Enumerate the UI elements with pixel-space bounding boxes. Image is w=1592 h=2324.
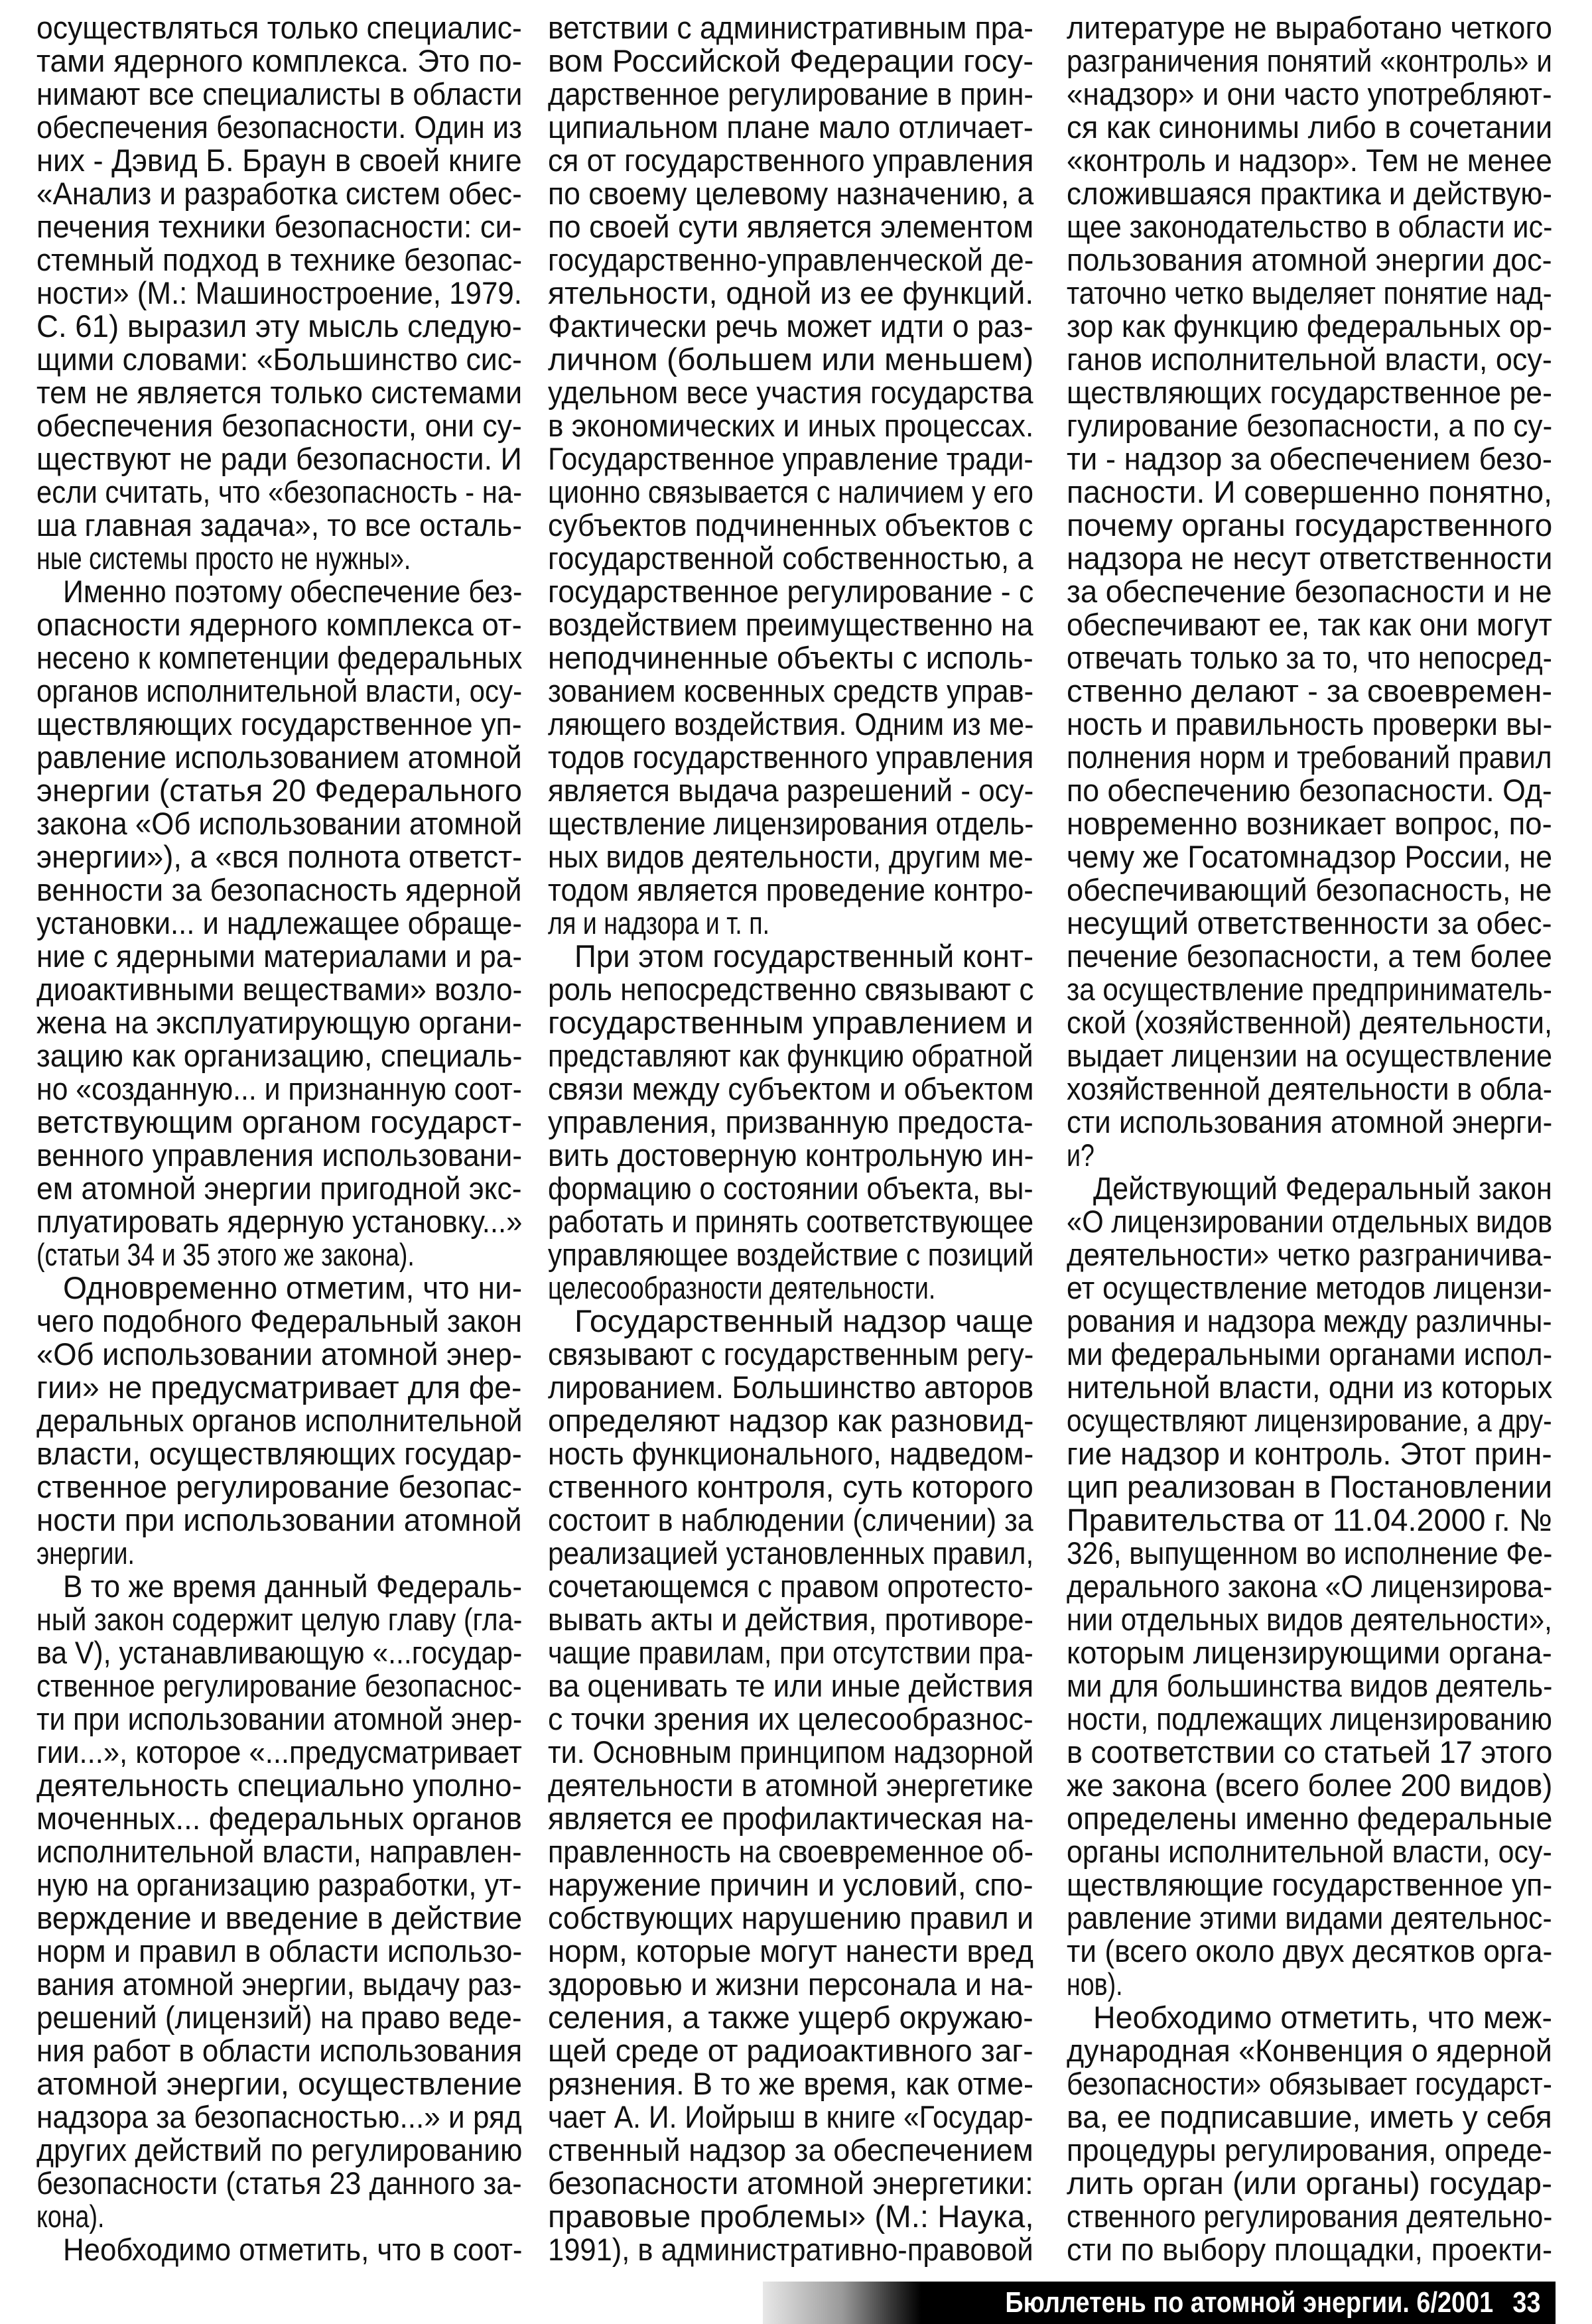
text-line: правовые проблемы» (М.: Наука, (548, 2199, 1034, 2234)
text-column-1 (36, 11, 522, 2266)
text-line: Фактически речь может идти о раз- (548, 308, 1033, 344)
text-line: деральных органов исполнительной (36, 1403, 523, 1438)
text-line: ности при использовании атомной (36, 1502, 522, 1537)
text-line: стемный подход в технике безопас- (36, 242, 523, 277)
text-line: является выдача разрешений - осу- (548, 773, 1034, 808)
text-line: ти при использовании атомной энер- (36, 1701, 523, 1736)
text-line: установки... и надлежащее обраще- (36, 905, 522, 940)
text-line: в экономических и иных процессах. (548, 408, 1034, 443)
text-line: печения техники безопасности: си- (36, 209, 522, 244)
text-line: ный закон содержит целую главу (гла- (36, 1602, 523, 1637)
text-line: ственно делают - за своевремен- (1067, 673, 1553, 708)
text-line: тем не является только системами (36, 375, 523, 410)
text-line: по обеспечению безопасности. Од- (1067, 773, 1552, 808)
text-line: рязнения. В то же время, как отме- (548, 2066, 1033, 2101)
text-line: венности за безопасность ядерной (36, 872, 522, 907)
text-line: ми федеральными органами испол- (1067, 1336, 1553, 1372)
text-line: «О лицензировании отдельных видов (1067, 1204, 1553, 1239)
text-line: чает А. И. Иойрыш в книге «Государ- (548, 2099, 1033, 2134)
text-line: роль непосредственно связывают с (548, 972, 1034, 1007)
text-line: если считать, что «безопасность - на- (36, 474, 522, 509)
text-line: сти использования атомной энерги- (1067, 1104, 1553, 1139)
journal-title: Бюллетень по атомной энергии. 6/2001 (1005, 2286, 1494, 2319)
text-line: определяют надзор как разновид- (548, 1403, 1034, 1438)
text-line: тодом является проведение контро- (548, 872, 1033, 907)
text-line: ет осуществление методов лицензи- (1067, 1270, 1552, 1305)
text-line: чего подобного Федеральный закон (36, 1303, 522, 1338)
text-line: ности» (М.: Машиностроение, 1979. (36, 275, 522, 310)
text-line: представляют как функцию обратной (548, 1038, 1033, 1073)
text-line: обеспечивают ее, так как они могут (1067, 607, 1552, 642)
text-line: ветствии с административным пра- (548, 10, 1033, 45)
text-line: государственное регулирование - с (548, 574, 1034, 609)
text-line: ветствующим органом государст- (36, 1104, 523, 1139)
text-line: обеспечения безопасности. Один из (36, 109, 522, 145)
text-column-2 (548, 11, 1033, 2266)
text-line: рования и надзора между различны- (1067, 1303, 1552, 1338)
text-line: осуществляют лицензирование, а дру- (1067, 1403, 1552, 1438)
text-line: «надзор» и они часто употребляют- (1067, 76, 1552, 111)
text-line: ществление лицензирования отдель- (548, 806, 1034, 841)
text-line: целесообразности деятельности. (548, 1270, 936, 1305)
text-line: других действий по регулированию (36, 2132, 523, 2167)
text-line: вить достоверную контрольную ин- (548, 1137, 1034, 1173)
text-line: лированием. Большинство авторов (548, 1370, 1034, 1405)
text-line: венного управления использовани- (36, 1137, 523, 1173)
text-line: ную на организацию разработки, ут- (36, 1867, 522, 1902)
text-line: зованием косвенных средств управ- (548, 673, 1034, 708)
text-line: В то же время данный Федераль- (63, 1569, 523, 1604)
text-line: деятельности в атомной энергетике (548, 1768, 1033, 1803)
text-line: в соответствии со статьей 17 этого (1067, 1734, 1553, 1770)
text-line: «Об использовании атомной энер- (36, 1336, 523, 1372)
text-line: 1991), в административно-правовой (548, 2232, 1033, 2267)
text-line: здоровью и жизни персонала и на- (548, 1967, 1033, 2002)
text-line: хозяйственной деятельности в обла- (1067, 1071, 1552, 1106)
text-line: диоактивными веществами» возло- (36, 972, 523, 1007)
text-line: ципиальном плане мало отличает- (548, 109, 1033, 145)
text-line: тодов государственного управления (548, 740, 1034, 775)
text-line: органов исполнительной власти, осу- (36, 673, 523, 708)
text-line: жена на эксплуатирующую органи- (36, 1005, 522, 1040)
text-line: Необходимо отметить, что в соот- (63, 2232, 523, 2267)
text-line: вания атомной энергии, выдачу раз- (36, 1967, 522, 2002)
footer-text (1006, 2284, 1541, 2321)
page-number: 33 (1512, 2286, 1541, 2319)
text-line: решений (лицензий) на право веде- (36, 2000, 522, 2035)
text-line: пасности. И совершенно понятно, (1067, 474, 1552, 509)
text-line: вом Российской Федерации госу- (548, 43, 1034, 78)
text-line: плуатировать ядерную установку...» (36, 1204, 523, 1239)
text-line: почему органы государственного (1067, 507, 1553, 543)
text-line: таточно четко выделяет понятие над- (1067, 275, 1552, 310)
text-line: несущий ответственности за обес- (1067, 905, 1552, 940)
text-line: осуществляться только специалис- (36, 10, 522, 45)
text-line: сочетающемся с правом опротесто- (548, 1569, 1033, 1604)
text-line: обеспечения безопасности, они су- (36, 408, 522, 443)
text-line: ва оценивать те или иные действия (548, 1668, 1034, 1703)
text-line: является ее профилактическая на- (548, 1801, 1034, 1836)
text-line: дарственное регулирование в прин- (548, 76, 1033, 111)
text-line: С. 61) выразил эту мысль следую- (36, 308, 522, 344)
text-line: ществляющих государственное ре- (1067, 375, 1552, 410)
text-line: ственного регулирования деятельно- (1067, 2199, 1553, 2234)
text-line: энергии»), а «вся полнота ответст- (36, 839, 523, 874)
text-line: формацию о состоянии объекта, вы- (548, 1171, 1033, 1206)
text-line: Одновременно отметим, что ни- (63, 1270, 523, 1305)
text-line: воздействием преимущественно на (548, 607, 1033, 642)
text-line: ные системы просто не нужны». (36, 541, 411, 576)
text-line: ционно связывается с наличием у его (548, 474, 1033, 509)
text-line: несено к компетенции федеральных (36, 640, 523, 675)
text-line: ва, ее подписавшие, иметь у себя (1067, 2099, 1552, 2134)
text-line: собствующих нарушению правил и (548, 1900, 1034, 1935)
text-line: неподчиненные объекты с исполь- (548, 640, 1033, 675)
text-line: Правительства от 11.04.2000 г. № (1067, 1502, 1552, 1537)
text-line: кона). (36, 2199, 105, 2234)
text-line: отвечать только за то, что непосред- (1067, 640, 1552, 675)
text-line: надзора за безопасностью...» и ряд (36, 2099, 522, 2134)
text-line: наружение причин и условий, спо- (548, 1867, 1033, 1902)
text-line: за осуществление предприниматель- (1067, 972, 1552, 1007)
text-line: обеспечивающий безопасность, не (1067, 872, 1552, 907)
text-line: личном (большем или меньшем) (548, 342, 1034, 377)
text-line: безопасности (статья 23 данного за- (36, 2165, 522, 2201)
text-line: ществляющих государственное уп- (36, 706, 522, 742)
text-line: деятельность специально уполно- (36, 1768, 522, 1803)
text-line: реализацией установленных правил, (548, 1535, 1034, 1571)
text-line: исполнительной власти, направлен- (36, 1834, 522, 1869)
text-line: государственно-управленческой де- (548, 242, 1034, 277)
text-line: гии...», которое «...предусматривает (36, 1734, 522, 1770)
text-line: которым лицензирующими органа- (1067, 1635, 1552, 1670)
text-line: полнения норм и требований правил (1067, 740, 1552, 775)
text-line: нов). (1067, 1967, 1123, 2002)
text-line: ственное регулирование безопаснос- (36, 1668, 522, 1703)
text-line: ми для большинства видов деятель- (1067, 1668, 1553, 1703)
text-line: ществуют не ради безопасности. И (36, 441, 522, 476)
text-line: ганов исполнительной власти, осу- (1067, 342, 1552, 377)
text-line: «контроль и надзор». Тем не менее (1067, 143, 1552, 178)
text-line: верждение и введение в действие (36, 1900, 523, 1935)
text-line: пользования атомной энергии дос- (1067, 242, 1552, 277)
text-line: выдает лицензии на осуществление (1067, 1038, 1553, 1073)
text-line: определены именно федеральные (1067, 1801, 1553, 1836)
text-line: Именно поэтому обеспечение без- (63, 574, 523, 609)
text-line: но «созданную... и признанную соот- (36, 1071, 522, 1106)
text-line: атомной энергии, осуществление (36, 2066, 523, 2101)
text-line: ти - надзор за обеспечением безо- (1067, 441, 1553, 476)
text-column-3 (1067, 11, 1552, 2266)
text-line: ляющего воздействия. Одним из ме- (548, 706, 1034, 742)
text-line: равление использованием атомной (36, 740, 522, 775)
text-line: связи между субъектом и объектом (548, 1071, 1034, 1106)
text-line: ние с ядерными материалами и ра- (36, 938, 523, 974)
text-line: чему же Госатомнадзор России, не (1067, 839, 1553, 874)
text-line: процедуры регулирования, опреде- (1067, 2132, 1552, 2167)
text-line: удельном весе участия государства (548, 375, 1033, 410)
text-line: Действующий Федеральный закон (1093, 1171, 1552, 1206)
text-line: ся от государственного управления (548, 143, 1034, 178)
text-line: (статьи 34 и 35 этого же закона). (36, 1237, 415, 1272)
text-line: нительной власти, одни из которых (1067, 1370, 1553, 1405)
text-line: норм, которые могут нанести вред (548, 1933, 1033, 1969)
text-line: чащие правилам, при отсутствии пра- (548, 1635, 1033, 1670)
text-line: них - Дэвид Б. Браун в своей книге (36, 143, 522, 178)
text-line: ти. Основным принципом надзорной (548, 1734, 1034, 1770)
text-line: ность и правильность проверки вы- (1067, 706, 1553, 742)
text-line: правленность на своевременное об- (548, 1834, 1033, 1869)
text-line: гии» не предусматривает для фе- (36, 1370, 522, 1405)
text-line: печение безопасности, а тем более (1067, 938, 1552, 974)
text-line: равление этими видами деятельнос- (1067, 1900, 1552, 1935)
text-line: ша главная задача», то все осталь- (36, 507, 522, 543)
text-line: безопасности атомной энергетики: (548, 2165, 1033, 2201)
text-line: ственный надзор за обеспечением (548, 2132, 1033, 2167)
text-line: нимают все специалисты в области (36, 76, 523, 111)
text-line: ся как синонимы либо в сочетании (1067, 109, 1553, 145)
text-line: ния работ в области использования (36, 2033, 523, 2068)
text-line: ва V), устанавливающую «...государ- (36, 1635, 523, 1670)
text-line: «Анализ и разработка систем обес- (36, 176, 522, 211)
text-line: по своей сути является элементом (548, 209, 1034, 244)
text-line: энергии (статья 20 Федерального (36, 773, 522, 808)
text-line: лить орган (или органы) государ- (1067, 2165, 1552, 2201)
text-line: безопасности» обязывает государст- (1067, 2066, 1552, 2101)
text-line: надзора не несут ответственности (1067, 541, 1553, 576)
text-line: ти (всего около двух десятков орга- (1067, 1933, 1553, 1969)
text-line: управляющее воздействие с позиций (548, 1237, 1034, 1272)
text-line: щее законодательство в области ис- (1067, 209, 1553, 244)
text-line: власти, осуществляющих государ- (36, 1436, 522, 1471)
text-line: органы исполнительной власти, осу- (1067, 1834, 1552, 1869)
text-line: норм и правил в области использо- (36, 1933, 523, 1969)
text-line: ятельности, одной из ее функций. (548, 275, 1034, 310)
text-line: Государственный надзор чаще (574, 1303, 1033, 1338)
text-line: по своему целевому назначению, а (548, 176, 1034, 211)
text-line: ществляющие государственное уп- (1067, 1867, 1553, 1902)
text-line: и? (1067, 1137, 1094, 1173)
text-line: сти по выбору площадки, проекти- (1067, 2232, 1553, 2267)
text-line: ля и надзора и т. п. (548, 905, 770, 940)
text-line: работать и принять соответствующее (548, 1204, 1034, 1239)
text-line: литературе не выработано четкого (1067, 10, 1553, 45)
text-line: ем атомной энергии пригодной экс- (36, 1171, 522, 1206)
text-line: гие надзор и контроль. Этот прин- (1067, 1436, 1552, 1471)
text-line: деятельности» четко разграничива- (1067, 1237, 1552, 1272)
text-line: ности, подлежащих лицензированию (1067, 1701, 1552, 1736)
text-line: ской (хозяйственной) деятельности, (1067, 1005, 1553, 1040)
text-line: связывают с государственным регу- (548, 1336, 1034, 1372)
text-line: зор как функцию федеральных ор- (1067, 308, 1553, 344)
text-line: гулирование безопасности, а по су- (1067, 408, 1553, 443)
text-line: же закона (всего более 200 видов) (1067, 1768, 1553, 1803)
text-line: дународная «Конвенция о ядерной (1067, 2033, 1552, 2068)
text-line: Государственное управление тради- (548, 441, 1033, 476)
text-line: вывать акты и действия, противоре- (548, 1602, 1033, 1637)
text-line: Необходимо отметить, что меж- (1093, 2000, 1552, 2035)
text-line: за обеспечение безопасности и не (1067, 574, 1552, 609)
text-line: состоит в наблюдении (сличении) за (548, 1502, 1033, 1537)
text-line: ность функционального, надведом- (548, 1436, 1034, 1471)
text-line: щими словами: «Большинство сис- (36, 342, 522, 377)
text-line: щей среде от радиоактивного заг- (548, 2033, 1033, 2068)
text-line: ственного контроля, суть которого (548, 1469, 1033, 1504)
text-line: государственным управлением и (548, 1005, 1033, 1040)
text-line: тами ядерного комплекса. Это по- (36, 43, 522, 78)
text-line: зацию как организацию, специаль- (36, 1038, 523, 1073)
text-line: При этом государственный конт- (574, 938, 1034, 974)
footer-bar (763, 2282, 1556, 2324)
text-line: с точки зрения их целесообразнос- (548, 1701, 1033, 1736)
text-line: энергии. (36, 1535, 135, 1571)
text-line: государственной собственностью, а (548, 541, 1033, 576)
text-line: новременно возникает вопрос, по- (1067, 806, 1552, 841)
text-line: ственное регулирование безопас- (36, 1469, 523, 1504)
text-line: дерального закона «О лицензирова- (1067, 1569, 1553, 1604)
text-line: субъектов подчиненных объектов с (548, 507, 1033, 543)
text-line: закона «Об использовании атомной (36, 806, 523, 841)
text-line: 326, выпущенном во исполнение Фе- (1067, 1535, 1553, 1571)
text-line: сложившаяся практика и действую- (1067, 176, 1552, 211)
text-line: моченных... федеральных органов (36, 1801, 522, 1836)
text-line: нии отдельных видов деятельности», (1067, 1602, 1552, 1637)
text-line: ных видов деятельности, другим ме- (548, 839, 1033, 874)
text-line: селения, а также ущерб окружаю- (548, 2000, 1033, 2035)
text-line: опасности ядерного комплекса от- (36, 607, 522, 642)
text-line: разграничения понятий «контроль» и (1067, 43, 1552, 78)
text-line: цип реализован в Постановлении (1067, 1469, 1553, 1504)
text-line: управления, призванную предоста- (548, 1104, 1033, 1139)
